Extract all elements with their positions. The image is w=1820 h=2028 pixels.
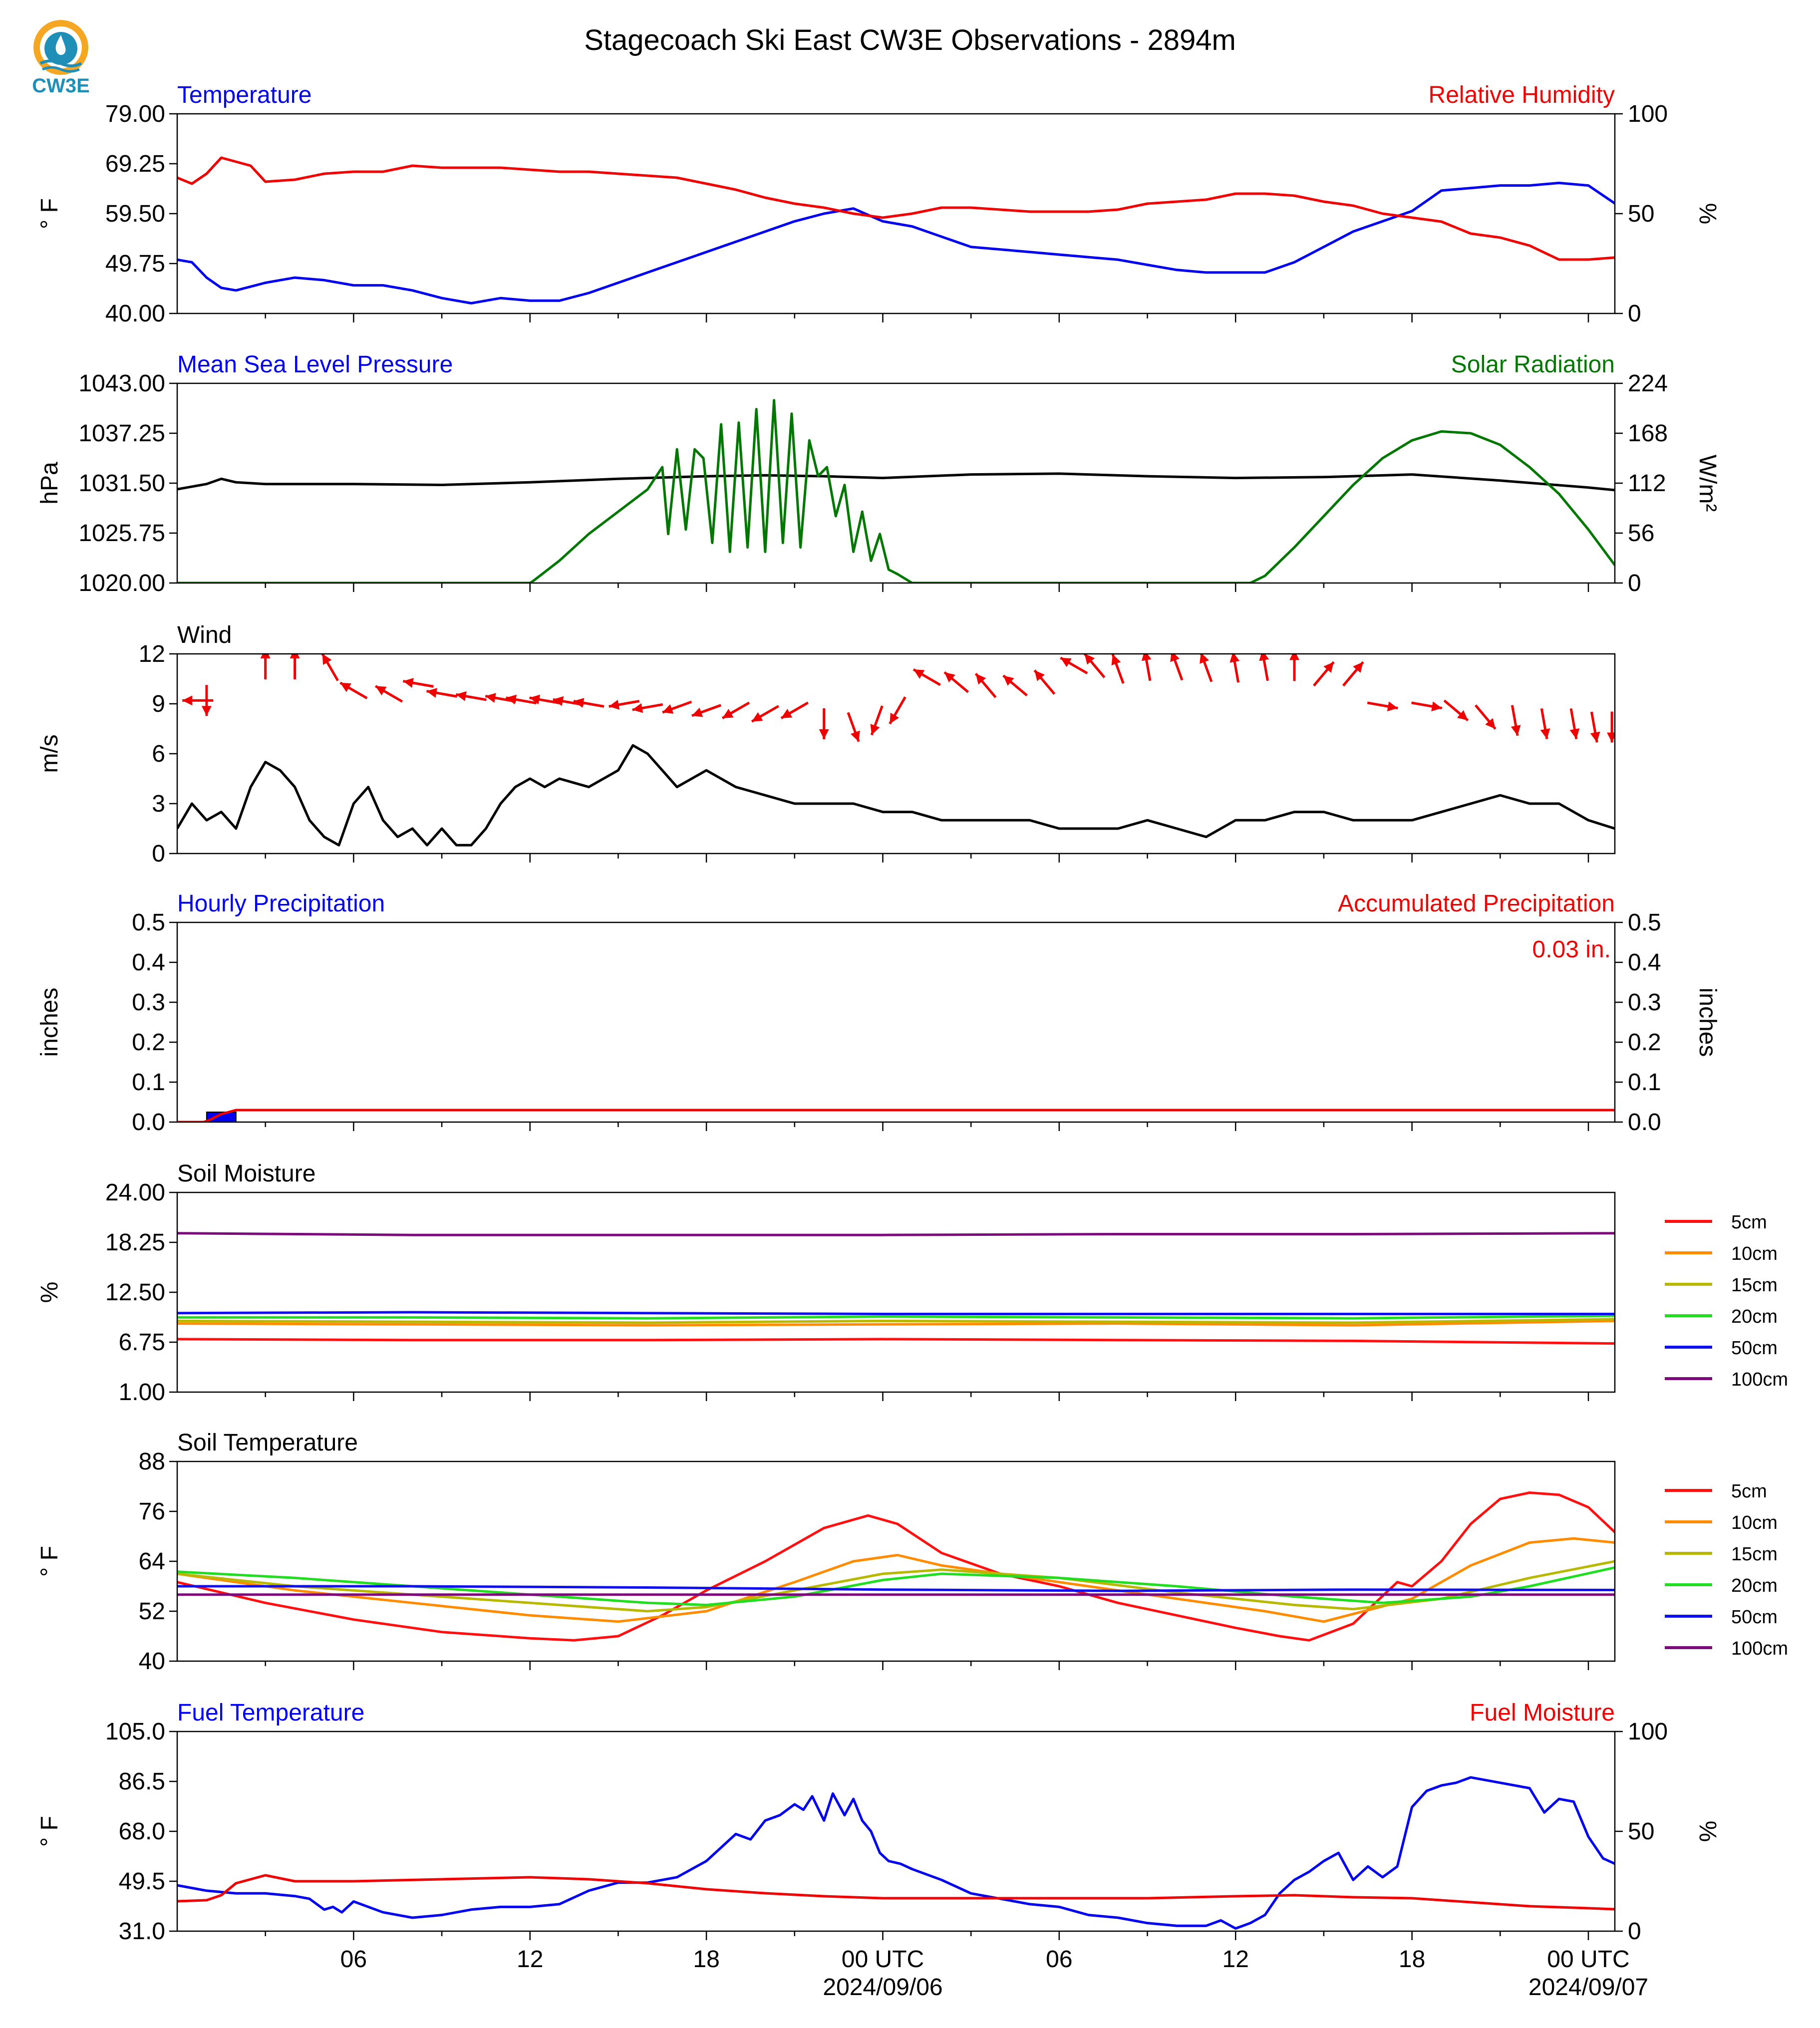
y-tick-label: 6 — [152, 741, 165, 767]
wind-barb-arrow — [290, 648, 300, 679]
series-fuel-moisture — [177, 1875, 1615, 1909]
series-10cm — [177, 1538, 1615, 1622]
panel-7-data — [177, 1777, 1615, 1929]
x-tick-label: 00 UTC — [1547, 1946, 1630, 1973]
y-tick-label: 40.00 — [105, 300, 165, 327]
y-tick-label: 3 — [152, 791, 165, 817]
y-axis-label-right: inches — [1694, 987, 1721, 1057]
wind-barb-arrow — [1570, 708, 1580, 739]
wind-barb-arrow — [752, 706, 779, 722]
series-temperature — [177, 183, 1615, 303]
x-date-label: 2024/09/07 — [1528, 1974, 1649, 2001]
legend-label: 20cm — [1731, 1575, 1778, 1596]
y-tick-label-right: 112 — [1628, 470, 1666, 497]
y-tick-label: 0.1 — [132, 1069, 165, 1096]
y-tick-label: 0.2 — [132, 1029, 165, 1056]
plot-frame — [177, 1461, 1615, 1661]
y-axis-label-left: m/s — [36, 734, 63, 773]
y-tick-label: 40 — [138, 1648, 165, 1675]
panel-title-right: Accumulated Precipitation — [1338, 890, 1615, 917]
series-50cm — [177, 1312, 1615, 1314]
wind-barb-arrow — [662, 702, 691, 714]
x-tick-label: 18 — [1398, 1946, 1426, 1973]
wind-barb-arrow — [1540, 708, 1550, 739]
y-tick-label-right: 50 — [1628, 1818, 1655, 1845]
legend-label: 20cm — [1731, 1306, 1778, 1327]
wind-barb-arrow — [1444, 700, 1468, 720]
panel-title-right: Fuel Moisture — [1470, 1700, 1615, 1726]
series-accumulated-precipitation — [177, 1110, 1615, 1122]
y-tick-label-right: 0.4 — [1628, 949, 1661, 976]
wind-barb-arrow — [456, 691, 486, 701]
y-tick-label: 59.50 — [105, 201, 165, 227]
panel-6-data — [177, 1493, 1615, 1641]
precip-total-annotation: 0.03 in. — [1532, 936, 1611, 963]
panel-4 — [36, 890, 1721, 1136]
wind-barb-arrow — [871, 706, 883, 735]
y-tick-label-right: 50 — [1628, 201, 1655, 227]
y-tick-label-right: 0.1 — [1628, 1069, 1661, 1096]
series-relative-humidity — [177, 158, 1615, 260]
y-tick-label: 49.75 — [105, 251, 165, 277]
panel-6 — [36, 1430, 1788, 1675]
y-tick-label: 88 — [138, 1449, 165, 1475]
panel-2 — [36, 351, 1721, 596]
y-axis-label-left: hPa — [36, 462, 63, 505]
y-tick-label: 49.5 — [118, 1868, 165, 1895]
wind-barb-arrow — [848, 713, 860, 742]
panel-3 — [36, 622, 1617, 867]
y-tick-label: 1043.00 — [78, 370, 165, 397]
wind-barb-arrow — [1112, 654, 1124, 683]
wind-barb-arrow — [182, 695, 213, 705]
legend-label: 5cm — [1731, 1212, 1767, 1233]
wind-barb-arrow — [1170, 651, 1182, 680]
legend-label: 10cm — [1731, 1512, 1778, 1533]
logo-text: CW3E — [32, 75, 90, 97]
panel-1 — [36, 82, 1721, 327]
y-axis-label-left: ° F — [36, 1546, 63, 1577]
wind-barb-arrow — [1590, 712, 1600, 742]
legend-label: 15cm — [1731, 1275, 1778, 1296]
wind-barb-arrow — [1060, 658, 1087, 673]
y-tick-label: 9 — [152, 691, 165, 717]
plot-frame — [177, 1192, 1615, 1392]
y-tick-label-right: 100 — [1628, 101, 1668, 127]
y-tick-label: 1025.75 — [78, 520, 165, 547]
y-tick-label-right: 0 — [1628, 300, 1641, 327]
y-tick-label: 52 — [138, 1598, 165, 1625]
wind-barb-arrow — [261, 648, 271, 679]
panel-title-left: Fuel Temperature — [177, 1700, 365, 1726]
y-tick-label: 1020.00 — [78, 570, 165, 596]
panel-3-data — [177, 648, 1617, 845]
wind-barb-arrow — [976, 674, 996, 697]
y-tick-label: 79.00 — [105, 101, 165, 127]
wind-barb-arrow — [1289, 650, 1299, 681]
legend-label: 50cm — [1731, 1338, 1778, 1359]
wind-barb-arrow — [1367, 701, 1398, 711]
series-fuel-temperature — [177, 1777, 1615, 1929]
y-tick-label-right: 0 — [1628, 1918, 1641, 1945]
wind-barb-arrow — [692, 705, 721, 717]
wind-barb-arrow — [890, 697, 905, 724]
y-axis-label-left: % — [36, 1281, 63, 1303]
legend — [1665, 1212, 1788, 1390]
y-tick-label: 31.0 — [118, 1918, 165, 1945]
wind-barb-arrow — [944, 672, 968, 692]
y-tick-label-right: 0.3 — [1628, 989, 1661, 1016]
y-tick-label: 6.75 — [118, 1329, 165, 1356]
y-tick-label-right: 100 — [1628, 1719, 1668, 1745]
panel-4-data — [177, 1110, 1615, 1122]
y-axis-label-right: W/m² — [1694, 454, 1721, 512]
panel-title-right: Relative Humidity — [1428, 82, 1615, 108]
y-tick-label: 18.25 — [105, 1229, 165, 1256]
x-axis — [340, 1946, 1648, 2001]
wind-barb-arrow — [1259, 650, 1269, 681]
plot-frame — [177, 1732, 1615, 1931]
series-solar-radiation — [177, 400, 1615, 583]
wind-barb-arrow — [1476, 705, 1496, 729]
wind-barb-arrow — [1314, 662, 1334, 685]
legend-label: 15cm — [1731, 1544, 1778, 1565]
figure-title: Stagecoach Ski East CW3E Observations - 2894m — [584, 24, 1236, 56]
y-axis-label-left: ° F — [36, 1816, 63, 1847]
wind-barb-arrow — [819, 708, 829, 739]
series-15cm — [177, 1319, 1615, 1323]
x-tick-label: 06 — [1046, 1946, 1073, 1973]
wind-barb-arrow — [574, 698, 604, 708]
y-axis-label-right: % — [1694, 1820, 1721, 1842]
wind-barb-arrow — [340, 683, 367, 698]
y-tick-label-right: 0 — [1628, 570, 1641, 596]
y-tick-label-right: 0.2 — [1628, 1029, 1661, 1056]
y-tick-label-right: 0.0 — [1628, 1109, 1661, 1136]
panel-7 — [36, 1700, 1721, 1945]
plot-frame — [177, 114, 1615, 313]
x-tick-label: 12 — [517, 1946, 544, 1973]
y-tick-label: 0 — [152, 841, 165, 867]
y-tick-label: 0.3 — [132, 989, 165, 1016]
y-tick-label-right: 168 — [1628, 420, 1668, 447]
y-tick-label-right: 0.5 — [1628, 909, 1661, 936]
panel-2-data — [177, 400, 1615, 583]
wind-barb-arrow — [1200, 653, 1212, 682]
y-tick-label: 64 — [138, 1548, 165, 1575]
y-tick-label: 0.0 — [132, 1109, 165, 1136]
panel-title-left: Temperature — [177, 82, 312, 108]
legend — [1665, 1481, 1788, 1659]
wind-barb-arrow — [1142, 650, 1152, 681]
wind-barb-arrow — [1085, 654, 1105, 677]
wind-barb-arrow — [781, 703, 808, 718]
cw3e-logo — [32, 20, 90, 97]
y-axis-label-right: % — [1694, 203, 1721, 225]
plot-frame — [177, 654, 1615, 854]
y-tick-label: 0.5 — [132, 909, 165, 936]
x-date-label: 2024/09/06 — [823, 1974, 943, 2001]
series-5cm — [177, 1493, 1615, 1641]
series-50cm — [177, 1586, 1615, 1591]
panel-title-left: Wind — [177, 622, 232, 648]
x-tick-label: 00 UTC — [841, 1946, 924, 1973]
y-tick-label: 1031.50 — [78, 470, 165, 497]
wind-barb-arrow — [322, 654, 338, 681]
panel-title-left: Soil Moisture — [177, 1160, 316, 1187]
y-axis-label-left: ° F — [36, 198, 63, 229]
wind-barb-arrow — [427, 688, 457, 698]
y-tick-label-right: 56 — [1628, 520, 1655, 547]
series-100cm — [177, 1233, 1615, 1235]
panel-1-data — [177, 158, 1615, 303]
series-20cm — [177, 1316, 1615, 1318]
wind-barb-arrow — [1412, 701, 1442, 711]
x-tick-label: 18 — [693, 1946, 720, 1973]
wind-barb-arrow — [1343, 662, 1363, 685]
series-5cm — [177, 1339, 1615, 1344]
legend-label: 5cm — [1731, 1481, 1767, 1502]
x-tick-label: 12 — [1222, 1946, 1249, 1973]
plot-frame — [177, 922, 1615, 1122]
wind-barb-arrow — [913, 669, 940, 685]
wind-barb-arrow — [403, 678, 433, 688]
y-tick-label: 24.00 — [105, 1179, 165, 1206]
legend-label: 10cm — [1731, 1243, 1778, 1264]
y-tick-label: 68.0 — [118, 1818, 165, 1845]
wind-barb-arrow — [722, 703, 749, 718]
x-tick-label: 06 — [340, 1946, 367, 1973]
legend-label: 50cm — [1731, 1607, 1778, 1628]
y-tick-label-right: 224 — [1628, 370, 1668, 397]
y-tick-label: 1037.25 — [78, 420, 165, 447]
legend-label: 100cm — [1731, 1369, 1789, 1390]
panel-5 — [36, 1160, 1788, 1406]
panel-title-left: Mean Sea Level Pressure — [177, 351, 453, 378]
wind-barb-arrow — [375, 686, 402, 702]
legend-label: 100cm — [1731, 1638, 1789, 1659]
y-tick-label: 105.0 — [105, 1719, 165, 1745]
panel-title-left: Hourly Precipitation — [177, 890, 385, 917]
plot-frame — [177, 383, 1615, 583]
wind-barb-arrow — [1229, 652, 1239, 682]
panel-5-data — [177, 1233, 1615, 1344]
y-tick-label: 0.4 — [132, 949, 165, 976]
series-wind-speed — [177, 745, 1615, 845]
y-axis-label-left: inches — [36, 987, 63, 1057]
panel-title-left: Soil Temperature — [177, 1430, 358, 1456]
wind-barb-arrow — [1511, 705, 1521, 736]
series-mean-sea-level-pressure — [177, 474, 1615, 490]
wind-barb-arrow — [1034, 670, 1054, 694]
panel-title-right: Solar Radiation — [1451, 351, 1615, 378]
y-tick-label: 12 — [138, 641, 165, 667]
y-tick-label: 69.25 — [105, 151, 165, 177]
wind-barb-arrow — [632, 703, 663, 713]
y-tick-label: 76 — [138, 1498, 165, 1525]
y-tick-label: 1.00 — [118, 1379, 165, 1406]
wind-barb-arrow — [1003, 675, 1027, 695]
y-tick-label: 12.50 — [105, 1279, 165, 1306]
y-tick-label: 86.5 — [118, 1768, 165, 1795]
